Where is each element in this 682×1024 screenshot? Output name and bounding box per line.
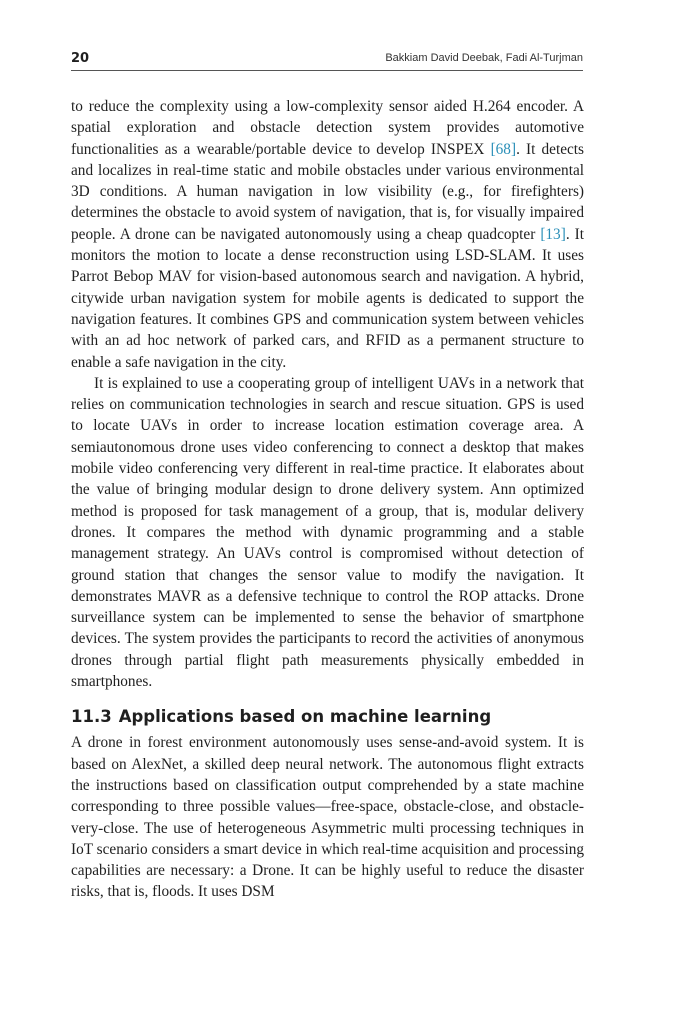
citation-link-68[interactable]: [68] [490,140,517,158]
page-header [71,48,583,71]
paragraph-3: A drone in forest environment autonomously uses sense-and-avoid system. It is based on AlexNet, a skilled deep neural network. The autonomous flight extracts the instructions based on classification output comprehended by a state machine corresponding to three possible values—free-space, obstacle-close, and obstacle-very-close. The use of heterogeneous Asymmetric multi processing techniques in IoT scenario considers a smart device in which real-time acquisition and processing capabilities are necessary: a Drone. It can be highly useful to reduce the disaster risks, that is, floods. It uses DSM [71,734,584,901]
paragraph-2: It is explained to use a cooperating group of intelligent UAVs in a network that relies on communication technologies in search and rescue situation. GPS is used to locate UAVs in order to increase location estimation coverage area. A semiautonomous drone uses video conferencing to connect a desktop that makes mobile video conferencing very different in real-time practice. It elaborates about the value of bringing modular design to drone delivery system. Ann optimized method is proposed for task management of a group, that is, modular delivery drones. It compares the method with dynamic programming and a stable management strategy. An UAVs control is compromised without detection of ground station that changes the sensor value to modify the navigation. It demonstrates MAVR as a defensive technique to control the ROP attacks. Drone surveillance system can be implemented to sense the behavior of smartphone devices. The system provides the participants to record the activities of anonymous drones through partial flight path measurements physically embedded in smartphones. [71,374,584,691]
citation-link-13[interactable]: [13] [540,225,566,243]
running-head-authors: Bakkiam David Deebak, Fadi Al-Turjman [385,52,583,64]
page-number: 20 [71,51,90,66]
section-heading [71,706,584,728]
section-title: Applications based on machine learning [118,707,492,727]
paragraph-1-text-c: . It monitors the motion to locate a dense reconstruction using LSD-SLAM. It uses Parrot Bebop MAV for vision-based autonomous search and navigation. A hybrid, citywide urban navigation system for mobile agents is dedicated to support the navigation features. It combines GPS and communication system between vehicles with an ad hoc network of parked cars, and RFID as a permanent structure to enable a safe navigation in the city. [71,225,584,371]
paragraph-1-text-a: to reduce the complexity using a low-complexity sensor aided H.264 encoder. A spatial exploration and obstacle detection system provides automotive functionalities as a wearable/portable device to develop INSPEX [71,98,584,158]
page-body [71,96,584,903]
paragraph-1-text-b: . It detects and localizes in real-time static and mobile obstacles under various environmental 3D conditions. A human navigation in low visibility (e.g., for firefighters) determines the obstacle to avoid system of navigation, that is, for visually impaired people. A drone can be navigated autonomously using a cheap quadcopter [71,140,584,243]
section-number: 11.3 [71,707,112,727]
paragraph-1 [71,96,584,373]
